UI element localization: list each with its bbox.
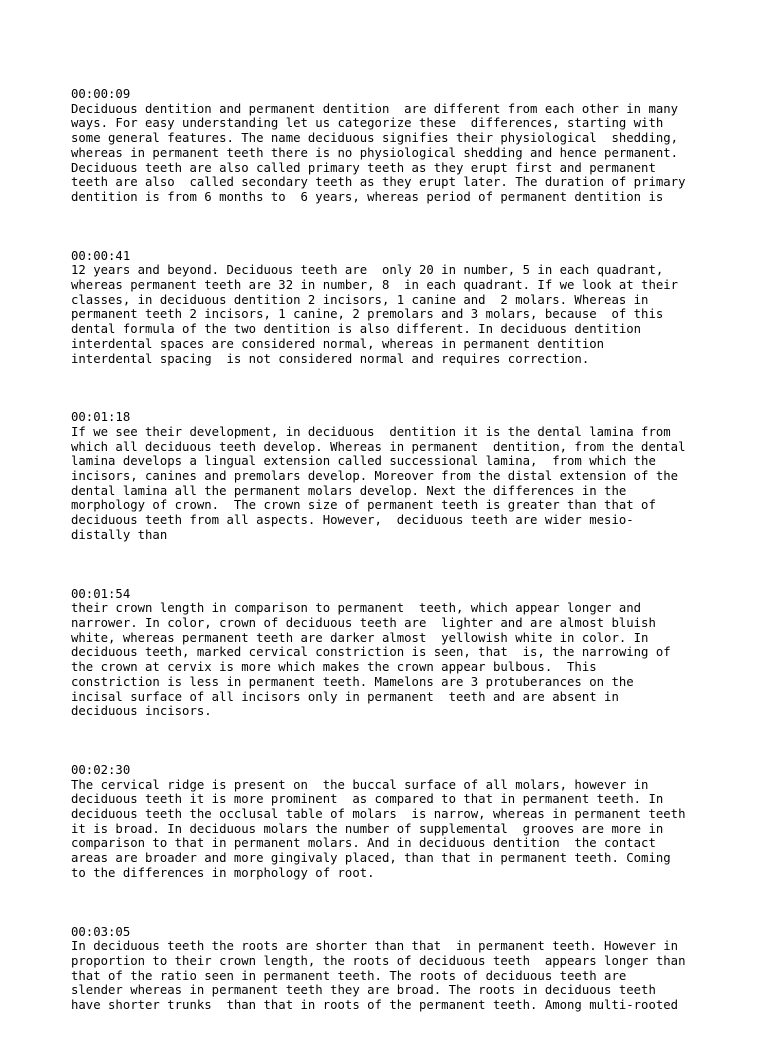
timestamp: 00:00:41 bbox=[71, 248, 131, 263]
text-line: dental lamina all the permanent molars develop. Next the differences in the bbox=[71, 483, 627, 498]
text-line: dental formula of the two dentition is also different. In deciduous dentition bbox=[71, 322, 642, 337]
text-line: ways. For easy understanding let us categorize these differences, starting with bbox=[71, 116, 664, 131]
text-line: incisors, canines and premolars develop. Moreover from the distal extension of the bbox=[71, 469, 679, 484]
transcript-page bbox=[71, 87, 721, 1057]
text-line: some general features. The name deciduous signifies their physiological shedding, bbox=[71, 131, 679, 146]
text-line: their crown length in comparison to permanent teeth, which appear longer and bbox=[71, 601, 642, 616]
text-line: morphology of crown. The crown size of permanent teeth is greater than that of bbox=[71, 498, 656, 513]
text-line: Deciduous teeth are also called primary teeth as they erupt first and permanent bbox=[71, 160, 656, 175]
text-line: Deciduous dentition and permanent dentition are different from each other in many bbox=[71, 101, 679, 116]
text-line: deciduous teeth from all aspects. However, deciduous teeth are wider mesio- bbox=[71, 513, 634, 528]
text-line: proportion to their crown length, the roots of deciduous teeth appears longer than bbox=[71, 953, 686, 968]
text-line: In deciduous teeth the roots are shorter than that in permanent teeth. However in bbox=[71, 939, 679, 954]
text-line: which all deciduous teeth develop. Whereas in permanent dentition, from the dental bbox=[71, 439, 686, 454]
text-line: that of the ratio seen in permanent teeth. The roots of deciduous teeth are bbox=[71, 968, 627, 983]
transcript-block-5 bbox=[71, 925, 721, 1013]
transcript-block-1 bbox=[71, 249, 721, 367]
text-line: comparison to that in permanent molars. And in deciduous dentition the contact bbox=[71, 836, 656, 851]
text-line: deciduous teeth it is more prominent as compared to that in permanent teeth. In bbox=[71, 792, 664, 807]
text-line: permanent teeth 2 incisors, 1 canine, 2 premolars and 3 molars, because of this bbox=[71, 307, 664, 322]
text-line: have shorter trunks than that in roots of the permanent teeth. Among multi-rooted bbox=[71, 998, 679, 1013]
timestamp: 00:02:30 bbox=[71, 762, 131, 777]
text-line: distally than bbox=[71, 527, 168, 542]
text-line: deciduous incisors. bbox=[71, 704, 212, 719]
text-line: teeth are also called secondary teeth as they erupt later. The duration of primary bbox=[71, 175, 686, 190]
text-line: 12 years and beyond. Deciduous teeth are only 20 in number, 5 in each quadrant, bbox=[71, 263, 664, 278]
timestamp: 00:00:09 bbox=[71, 87, 131, 101]
text-line: If we see their development, in deciduous dentition it is the dental lamina from bbox=[71, 424, 671, 439]
text-line: lamina develops a lingual extension called successional lamina, from which the bbox=[71, 454, 656, 469]
text-line: incisal surface of all incisors only in permanent teeth and are absent in bbox=[71, 689, 619, 704]
timestamp: 00:01:18 bbox=[71, 410, 131, 425]
text-line: the crown at cervix is more which makes the crown appear bulbous. This bbox=[71, 660, 597, 675]
text-line: it is broad. In deciduous molars the number of supplemental grooves are more in bbox=[71, 821, 664, 836]
text-line: whereas permanent teeth are 32 in number, 8 in each quadrant. If we look at their bbox=[71, 278, 679, 293]
text-line: interdental spaces are considered normal, whereas in permanent dentition bbox=[71, 336, 605, 351]
text-line: classes, in deciduous dentition 2 incisors, 1 canine and 2 molars. Whereas in bbox=[71, 292, 649, 307]
text-line: whereas in permanent teeth there is no physiological shedding and hence permanent. bbox=[71, 145, 679, 160]
text-line: deciduous teeth the occlusal table of molars is narrow, whereas in permanent teeth bbox=[71, 807, 686, 822]
text-line: narrower. In color, crown of deciduous teeth are lighter and are almost bluish bbox=[71, 615, 656, 630]
text-line: white, whereas permanent teeth are darker almost yellowish white in color. In bbox=[71, 630, 649, 645]
transcript-block-4 bbox=[71, 763, 721, 881]
timestamp: 00:01:54 bbox=[71, 586, 131, 601]
transcript-block-2 bbox=[71, 410, 721, 542]
text-line: The cervical ridge is present on the buccal surface of all molars, however in bbox=[71, 777, 649, 792]
transcript-block-0 bbox=[71, 87, 721, 205]
text-line: constriction is less in permanent teeth. Mamelons are 3 protuberances on the bbox=[71, 674, 634, 689]
text-line: to the differences in morphology of root. bbox=[71, 865, 375, 880]
timestamp: 00:03:05 bbox=[71, 924, 131, 939]
transcript-block-3 bbox=[71, 587, 721, 719]
text-line: slender whereas in permanent teeth they are broad. The roots in deciduous teeth bbox=[71, 983, 656, 998]
text-line: dentition is from 6 months to 6 years, whereas period of permanent dentition is bbox=[71, 189, 664, 204]
text-line: interdental spacing is not considered normal and requires correction. bbox=[71, 351, 590, 366]
text-line: areas are broader and more gingivaly placed, than that in permanent teeth. Coming bbox=[71, 851, 671, 866]
text-line: deciduous teeth, marked cervical constriction is seen, that is, the narrowing of bbox=[71, 645, 671, 660]
